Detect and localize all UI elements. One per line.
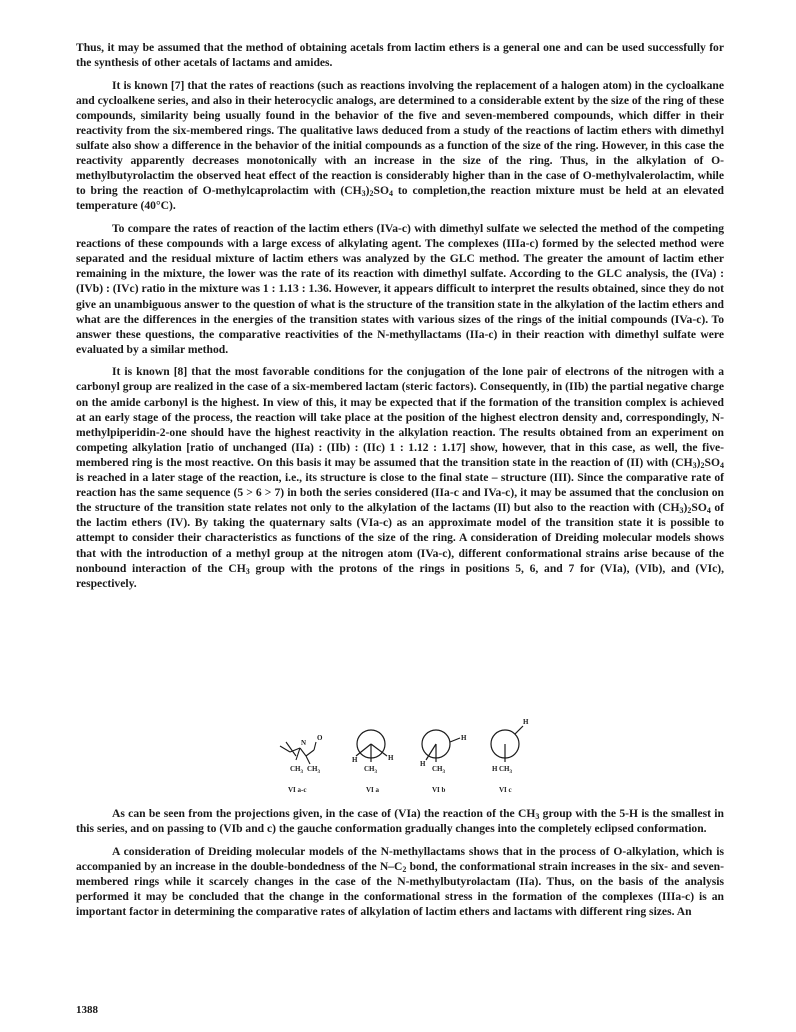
h-label-b-1: H: [461, 734, 467, 742]
newman-projections-figure: [272, 716, 532, 796]
n-plus-label: N: [301, 739, 307, 747]
paragraph-5: As can be seen from the projections given, in the case of (VIa) the reaction of the $CH_3$ group with the 5-H is the smallest in this series, and on passing to (VIb and c) the gauche conformation gradually changes into the completely eclipsed conformation.: [76, 807, 724, 836]
ch3-label-a: $CH_3$: [364, 765, 377, 775]
label-vi-a: VI a: [366, 786, 380, 794]
ch3-label-b: $CH_3$: [432, 765, 445, 775]
structure-vi-b: [422, 730, 460, 762]
label-vi-c: VI c: [499, 786, 512, 794]
ch3-label-2: $CH_3$: [307, 765, 320, 775]
paragraph-1: Thus, it may be assumed that the method of obtaining acetals from lactim ethers is a general one and can be used successfully for the synthesis of other acetals of lactams and amides.: [76, 41, 724, 70]
text-lower: [76, 806, 724, 927]
structure-vi-a-c: [280, 742, 316, 764]
h-label-c-2: H: [492, 765, 498, 773]
text-upper: [76, 40, 724, 598]
ch3-label-1: $CH_3$: [290, 765, 303, 775]
paragraph-4: It is known [8] that the most favorable conditions for the conjugation of the lone pair of electrons of the nitrogen with a carbonyl group are realized in the case of a six-membered lactam (steric factors). Consequently, in (IIb) the partial negative charge on the amide carbonyl is the highest. In view of this, it may be expected that if the formation of the transition complex is achieved at an early stage of the process, the reaction will take place at the position of the highest electron density and, correspondingly, N-methylpiperidin-2-one should have the highest reactivity in the alkylation reaction. The results obtained from an experiment on competing alkylation [ratio of unchanged (IIa) : (IIb) : (IIc) 1 : 1.12 : 1.17] show, however, that in this case, as well, the five-membered ring is the most reactive. On this basis it may be assumed that the transition state in the reaction of (II) with $(CH_3)_2SO_4$ is reached in a later stage of the reaction, i.e., its structure is close to the final state – structure (III). Since the comparative rate of reaction has the same sequence (5 > 6 > 7) in both the series considered (IIa-c and IVa-c), it may be assumed that the conclusion on the structure of the transition state relates not only to the alkylation of the lactams (II) but also to the reaction with $(CH_3)_2SO_4$ of the lactim ethers (IV). By taking the quaternary salts (VIa-c) as an approximate model of the transition state it is possible to attempt to consider their characteristics as functions of the size of the ring. A consideration of Dreiding molecular models shows that with the introduction of a methyl group at the nitrogen atom (IVa-c), different conformational strains arise because of the nonbound interaction of the $CH_3$ group with the protons of the rings in positions 5, 6, and 7 for (VIa), (VIb), and (VIc), respectively.: [76, 365, 725, 590]
page-number: 1388: [76, 1004, 98, 1016]
label-vi-b: VI b: [432, 786, 446, 794]
h-label-c-1: H: [523, 718, 529, 726]
label-vi-a-c: VI a-c: [288, 786, 307, 794]
ch3-label-c: $CH_3$: [499, 765, 512, 775]
h-label-b-2: H: [420, 760, 426, 768]
o-label: O: [317, 734, 323, 742]
structure-vi-c: [491, 726, 523, 762]
h-label-a-1: H: [352, 756, 358, 764]
paragraph-2: It is known [7] that the rates of reactions (such as reactions involving the replacement of a halogen atom) in the cycloalkane and cycloalkene series, and also in their heterocyclic analogs, are determined to a considerable extent by the size of the ring of these compounds, similarity being usually found in the behavior of the five and seven-membered compounds, which differ in their reactivity from the six-membered rings. The qualitative laws deduced from a study of the reactions of lactim ethers with dimethyl sulfate also show a difference in the behavior of the initial compounds as a function of the size of the ring. However, in this case the reactivity apparently decreases monotonically with an increase in the size of the ring. Thus, in the alkylation of O-methylbutyrolactim the observed heat effect of the reaction is considerably higher than in the case of O-methylvalerolactim, while to bring the reaction of O-methylcaprolactim with $(CH_3)_2SO_4$ to completion,the reaction mixture must be held at an elevated temperature (40°C).: [76, 78, 724, 213]
paragraph-3: To compare the rates of reaction of the lactim ethers (IVa-c) with dimethyl sulfate we selected the method of the competing reactions of these compounds with a large excess of alkylating agent. The complexes (IIIa-c) formed by the selected method were separated and the residual mixture of lactim ethers was analyzed by the GLC method. The greater the amount of lactim ether remaining in the mixture, the lower was the rate of its reaction with dimethyl sulfate. According to the GLC analysis, the (IVa) : (IVb) : (IVc) ratio in the mixture was 1 : 1.13 : 1.36. However, it appears difficult to interpret the results obtained, since they do not give an unambiguous answer to the question of what is the structure of the transition state in the alkylation of the lactim ethers and what are the differences in the energies of the transition states with various sizes of the rings of the initial compounds (IVa-c). To answer these questions, the comparative reactivities of the N-methyllactams (IIa-c) in their reaction with dimethyl sulfate were evaluated by a similar method.: [76, 222, 724, 356]
paragraph-6: A consideration of Dreiding molecular models of the N-methyllactams shows that in the process of O-alkylation, which is accompanied by an increase in the double-bondedness of the $N-C_2$ bond, the conformational strain increases in the six- and seven-membered rings while it scarcely changes in the case of the N-methylbutyrolactam (IIa). Thus, on the basis of the analysis performed it may be concluded that the change in the conformational stress in the formation of the complexes (IIIa-c) is an important factor in determining the comparative rates of alkylation of lactim ethers and lactams with different ring sizes. An: [76, 844, 724, 919]
structure-vi-a: [356, 730, 387, 762]
projections-svg: [272, 716, 532, 796]
h-label-a-2: H: [388, 754, 394, 762]
